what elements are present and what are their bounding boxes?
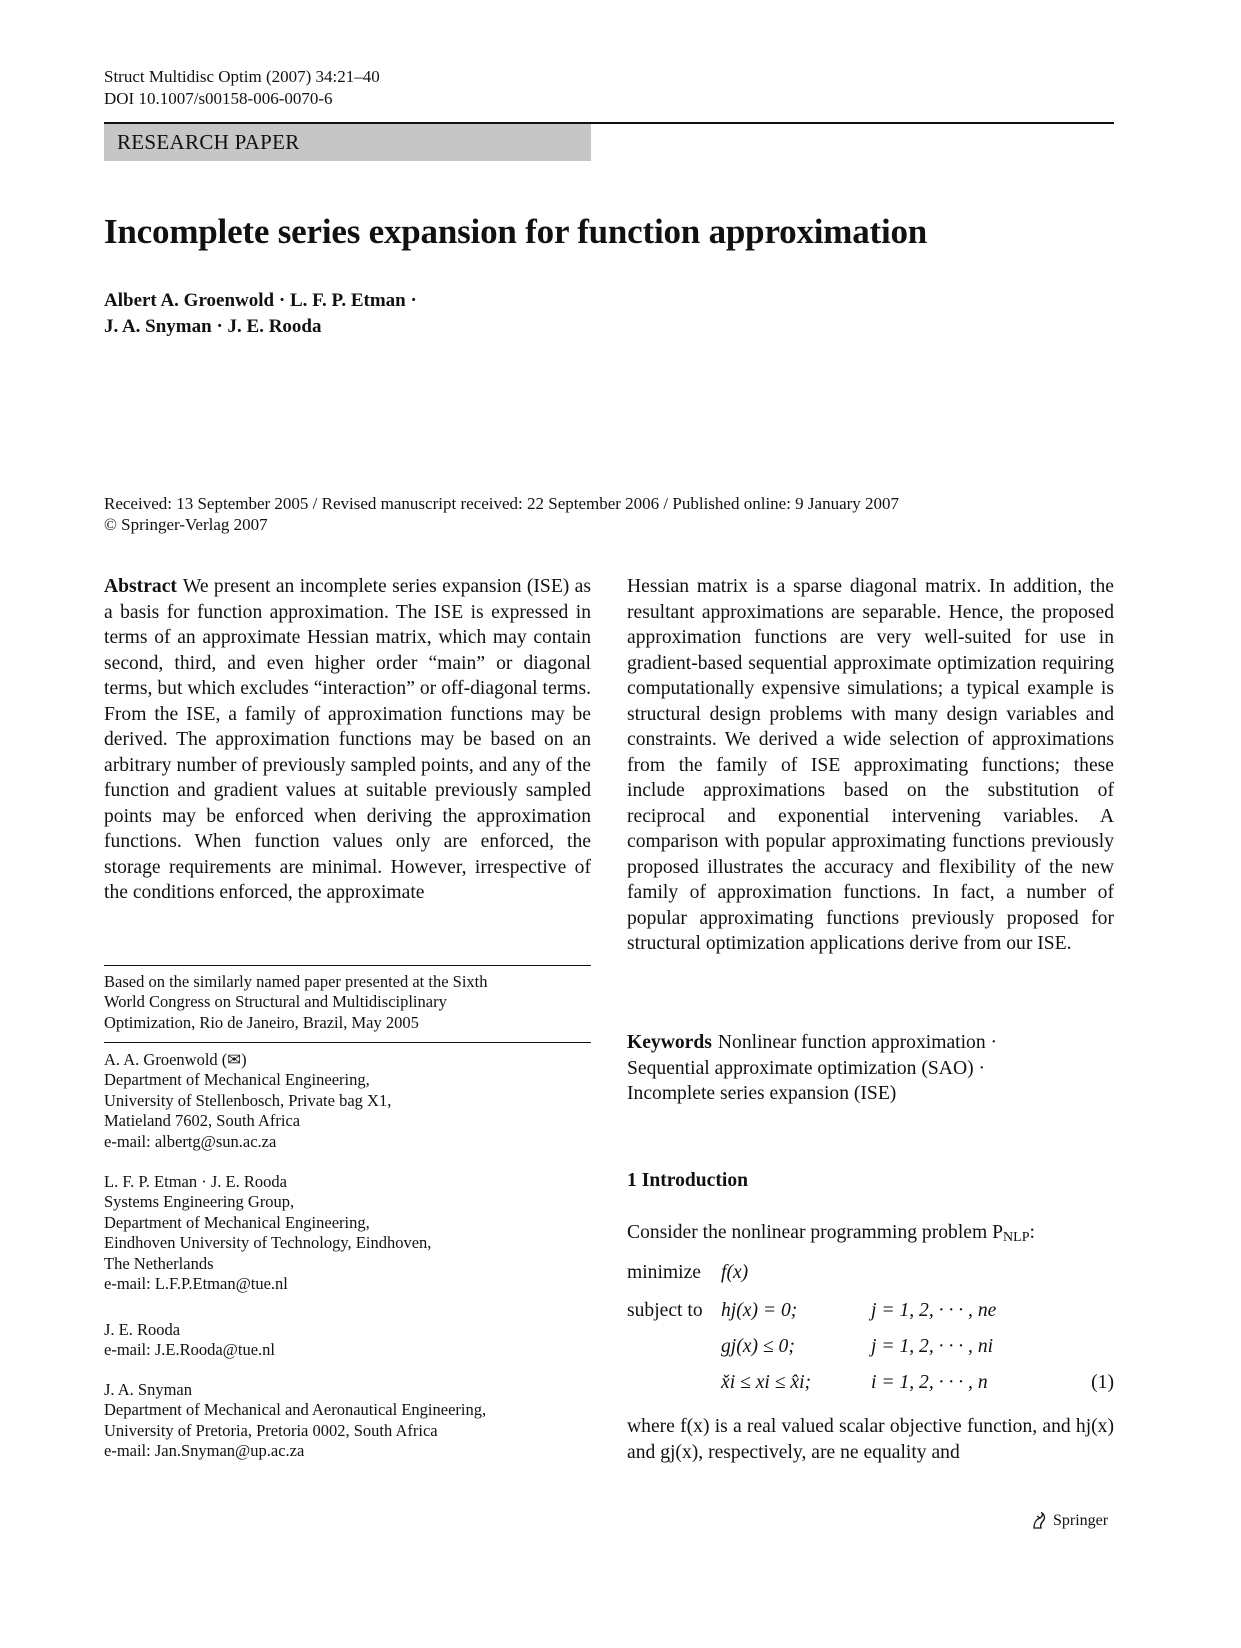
affiliation-etman-rooda bbox=[104, 1172, 591, 1294]
abstract-right bbox=[627, 574, 1114, 957]
eq-inequality-range: j = 1, 2, · · · , ni bbox=[871, 1336, 994, 1357]
publisher-logo bbox=[1031, 1512, 1108, 1530]
footnote-rule-2 bbox=[104, 1042, 591, 1043]
springer-horse-icon bbox=[1031, 1512, 1047, 1530]
keywords-label: Keywords bbox=[627, 1032, 712, 1053]
eq-bounds: x̌i ≤ xi ≤ x̂i; bbox=[721, 1372, 812, 1393]
affiliation-line: Matieland 7602, South Africa bbox=[104, 1111, 301, 1131]
affiliation-line: J. E. Rooda bbox=[104, 1320, 181, 1339]
author-list bbox=[104, 288, 417, 340]
footnote-rule bbox=[104, 965, 591, 966]
footnote-line: World Congress on Structural and Multidisciplinary bbox=[104, 992, 447, 1012]
intro-lead-text: Consider the nonlinear programming problem P bbox=[627, 1222, 1004, 1243]
intro-lead-colon: : bbox=[1029, 1222, 1035, 1243]
affiliation-rooda bbox=[104, 1320, 591, 1361]
affiliation-line: University of Pretoria, Pretoria 0002, South Africa bbox=[104, 1420, 438, 1440]
footnote-line: Based on the similarly named paper presented at the Sixth bbox=[104, 972, 488, 991]
footnote-line: Optimization, Rio de Janeiro, Brazil, May 2005 bbox=[104, 1012, 419, 1032]
paper-title: Incomplete series expansion for function approximation bbox=[104, 212, 928, 251]
eq-equality-constraint: hj(x) = 0; bbox=[721, 1300, 798, 1321]
keyword: Nonlinear function approximation · bbox=[717, 1032, 998, 1053]
article-type-banner: RESEARCH PAPER bbox=[104, 124, 591, 161]
email-link[interactable]: e-mail: L.F.P.Etman@tue.nl bbox=[104, 1274, 288, 1294]
dates-line: Received: 13 September 2005 / Revised manuscript received: 22 September 2006 / Published online: 9 January 2007 bbox=[104, 494, 900, 513]
authors-line-1: Albert A. Groenwold · L. F. P. Etman · bbox=[104, 290, 417, 311]
abstract-left bbox=[104, 574, 591, 906]
affiliation-line: Department of Mechanical Engineering, bbox=[104, 1070, 370, 1090]
affiliation-line: Department of Mechanical and Aeronautical Engineering, bbox=[104, 1400, 487, 1420]
affiliation-line: The Netherlands bbox=[104, 1253, 214, 1273]
journal-header bbox=[104, 66, 380, 110]
problem-subscript: NLP bbox=[1003, 1230, 1030, 1245]
eq-minimize: minimize bbox=[627, 1262, 702, 1283]
intro-after-eq: where f(x) is a real valued scalar objective function, and hj(x) and gj(x), respectively, are ne equality and bbox=[627, 1416, 1114, 1463]
equation-number: (1) bbox=[1091, 1372, 1114, 1393]
section-heading: 1 Introduction bbox=[627, 1170, 749, 1191]
footnote-based-on bbox=[104, 972, 591, 1033]
email-link[interactable]: e-mail: albertg@sun.ac.za bbox=[104, 1131, 277, 1151]
equation-1 bbox=[627, 1252, 1114, 1392]
affiliation-line: Systems Engineering Group, bbox=[104, 1192, 295, 1212]
abstract-continued: Hessian matrix is a sparse diagonal matrix. In addition, the resultant approximations are separable. Hence, the proposed approximation functions are very well-suited for use in gradient-based sequential approximate optimization requiring computationally expensive simulations; a typical example is structural design problems with many design variables and constraints. We derived a wide selection of approximations from the family of ISE approximating functions; these include approximations based on the substitution of reciprocal and exponential intervening variables. A comparison with popular approximating functions previously proposed illustrates the accuracy and flexibility of the new family of approximation functions. In fact, a number of popular approximating functions previously proposed for structural optimization applications derive from our ISE. bbox=[627, 576, 1114, 954]
abstract-label: Abstract bbox=[104, 576, 177, 597]
affiliation-line: L. F. P. Etman · J. E. Rooda bbox=[104, 1172, 287, 1191]
eq-objective: f(x) bbox=[721, 1262, 749, 1283]
affiliation-snyman bbox=[104, 1380, 591, 1462]
keyword: Incomplete series expansion (ISE) bbox=[627, 1083, 897, 1104]
publisher-name: Springer bbox=[1053, 1512, 1109, 1529]
eq-subject-to: subject to bbox=[627, 1300, 703, 1321]
copyright-line: © Springer-Verlag 2007 bbox=[104, 515, 268, 534]
authors-line-2: J. A. Snyman · J. E. Rooda bbox=[104, 316, 322, 337]
keywords-block bbox=[627, 1030, 1114, 1107]
eq-bounds-range: i = 1, 2, · · · , n bbox=[871, 1372, 988, 1393]
affiliation-line: University of Stellenbosch, Private bag X1, bbox=[104, 1090, 392, 1110]
email-link[interactable]: e-mail: Jan.Snyman@up.ac.za bbox=[104, 1441, 305, 1461]
affiliation-line: Department of Mechanical Engineering, bbox=[104, 1212, 370, 1232]
keyword: Sequential approximate optimization (SAO) · bbox=[627, 1057, 986, 1079]
email-link[interactable]: e-mail: J.E.Rooda@tue.nl bbox=[104, 1340, 275, 1360]
affiliation-line: A. A. Groenwold (✉) bbox=[104, 1050, 247, 1069]
journal-doi: DOI 10.1007/s00158-006-0070-6 bbox=[104, 89, 333, 108]
affiliation-groenwold bbox=[104, 1050, 591, 1152]
eq-inequality-constraint: gj(x) ≤ 0; bbox=[721, 1336, 795, 1357]
journal-citation: Struct Multidisc Optim (2007) 34:21–40 bbox=[104, 67, 380, 86]
intro-lead bbox=[627, 1220, 1114, 1251]
abstract-text: We present an incomplete series expansion (ISE) as a basis for function approximation. The ISE is expressed in terms of an approximate Hessian matrix, which may contain second, third, and even higher order “main” or diagonal terms, but which excludes “interaction” or off-diagonal terms. From the ISE, a family of approximation functions may be derived. The approximation functions may be based on an arbitrary number of previously sampled points, and any of the function and gradient values at suitable previously sampled points may be enforced when deriving the approximation functions. When function values only are enforced, the storage requirements are minimal. However, irrespective of the conditions enforced, the approximate bbox=[104, 576, 591, 903]
affiliation-line: Eindhoven University of Technology, Eindhoven, bbox=[104, 1233, 432, 1253]
publication-dates bbox=[104, 493, 899, 535]
eq-equality-range: j = 1, 2, · · · , ne bbox=[871, 1300, 997, 1321]
affiliation-line: J. A. Snyman bbox=[104, 1380, 193, 1399]
